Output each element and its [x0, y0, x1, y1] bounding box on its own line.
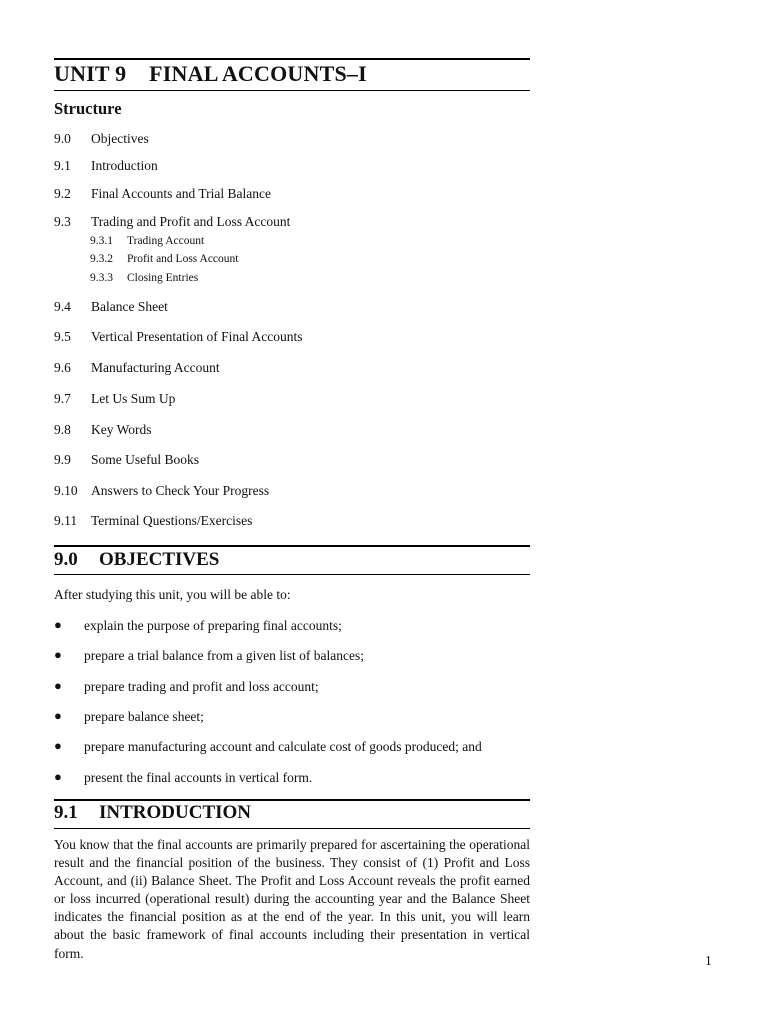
toc-item-label: Let Us Sum Up: [91, 391, 176, 406]
objectives-intro: After studying this unit, you will be able to:: [54, 587, 291, 602]
toc-item-label: Key Words: [91, 422, 152, 437]
toc-item-number: 9.7: [54, 391, 71, 406]
section-number: 9.0: [54, 549, 78, 570]
objectives-bottom-rule: [54, 574, 530, 575]
list-item-text: prepare manufacturing account and calculate cost of goods produced; and: [84, 739, 482, 754]
list-item-text: prepare trading and profit and loss account;: [84, 679, 319, 694]
toc-item-number: 9.10: [54, 483, 78, 498]
list-item-text: prepare balance sheet;: [84, 709, 204, 724]
toc-subitem-number: 9.3.3: [90, 272, 113, 284]
toc-item-number: 9.9: [54, 452, 71, 467]
toc-item-number: 9.4: [54, 299, 71, 314]
toc-item-label: Some Useful Books: [91, 452, 199, 467]
toc-item-label: Answers to Check Your Progress: [91, 483, 270, 498]
toc-subitem-label: Profit and Loss Account: [127, 253, 239, 265]
toc-item-label: Objectives: [91, 131, 149, 146]
list-item-text: prepare a trial balance from a given list of balances;: [84, 648, 364, 663]
introduction-paragraph: You know that the final accounts are primarily prepared for ascertaining the operational result and the financial position of the business. They consist of (1) Profit and Loss Account, and (ii) Balance Sheet. The Profit and Loss Account reveals the profit earned or loss incurred (operational result) during the accounting year and the Balance Sheet indicates the financial position as at the end of the year. In this unit, you will learn about the basic framework of final accounts including their presentation in vertical form.: [54, 837, 530, 961]
toc-item-label: Terminal Questions/Exercises: [91, 513, 253, 528]
unit-title: UNIT 9 FINAL ACCOUNTS–I: [54, 61, 367, 86]
toc-item-number: 9.1: [54, 158, 71, 173]
toc-subitem-label: Closing Entries: [127, 272, 199, 284]
toc-item-number: 9.3: [54, 214, 71, 229]
toc-item-number: 9.8: [54, 422, 71, 437]
bullet-icon: ●: [54, 647, 62, 662]
toc-subitem-number: 9.3.2: [90, 253, 113, 265]
objectives-top-rule: [54, 545, 530, 547]
structure-heading: Structure: [54, 99, 122, 118]
toc-item-number: 9.0: [54, 131, 71, 146]
bullet-icon: ●: [54, 769, 62, 784]
section-title: OBJECTIVES: [99, 549, 220, 570]
toc-item-number: 9.5: [54, 329, 71, 344]
toc-item-label: Vertical Presentation of Final Accounts: [91, 329, 303, 344]
section-number: 9.1: [54, 802, 78, 823]
title-top-rule: [54, 58, 530, 60]
bullet-icon: ●: [54, 708, 62, 723]
bullet-icon: ●: [54, 678, 62, 693]
bullet-icon: ●: [54, 738, 62, 753]
bullet-icon: ●: [54, 617, 62, 632]
introduction-top-rule: [54, 799, 530, 801]
toc-item-label: Introduction: [91, 158, 158, 173]
toc-subitem-number: 9.3.1: [90, 235, 113, 247]
section-title: INTRODUCTION: [99, 802, 252, 823]
toc-subitem-label: Trading Account: [127, 235, 205, 247]
list-item-text: explain the purpose of preparing final accounts;: [84, 618, 342, 633]
toc-item-number: 9.6: [54, 360, 71, 375]
introduction-bottom-rule: [54, 828, 530, 829]
toc-item-label: Balance Sheet: [91, 299, 168, 314]
toc-item-number: 9.11: [54, 513, 78, 528]
toc-item-number: 9.2: [54, 186, 71, 201]
toc-item-label: Final Accounts and Trial Balance: [91, 186, 271, 201]
toc-item-label: Manufacturing Account: [91, 360, 220, 375]
title-bottom-rule: [54, 90, 530, 91]
list-item-text: present the final accounts in vertical form.: [84, 770, 313, 785]
page-number: 1: [705, 953, 712, 968]
toc-item-label: Trading and Profit and Loss Account: [91, 214, 291, 229]
